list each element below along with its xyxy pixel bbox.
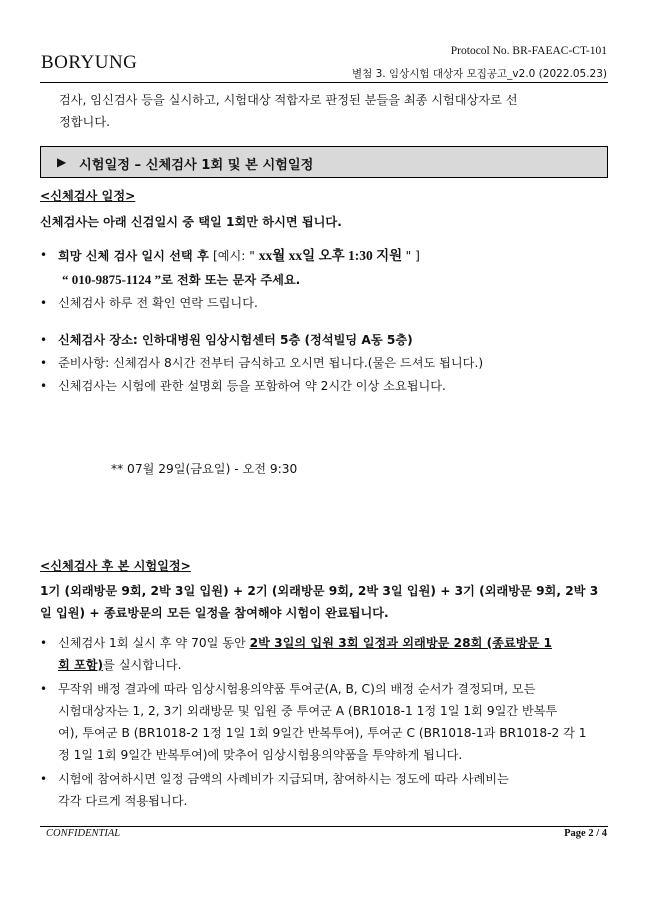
bullet-randomization-4: 정 1일 1회 9일간 반복투여)에 맞추어 임상시험용의약품을 투약하게 됩니다. [58,748,463,762]
bullet-preparation: 준비사항: 신체검사 8시간 전부터 금식하고 오시면 됩니다.(물은 드셔도 됩니다.) [58,356,484,370]
bullet-compensation-1: 시험에 참여하시면 일정 금액의 사례비가 지급되며, 참여하시는 정도에 따라 사례비는 [58,772,509,786]
header-divider [40,82,608,83]
main-schedule-lead-1: 1기 (외래방문 9회, 2박 3일 입원) + 2기 (외래방문 9회, 2박 3일 입원) + 3기 (외래방문 9회, 2박 3 [40,584,599,598]
bullet-phone-line: “ 010-9875-1124 ”로 전화 또는 문자 주세요. [62,272,301,287]
bullet-icon: • [40,772,48,786]
bullet-icon: • [40,356,48,370]
section-title: 시험일정 – 신체검사 1회 및 본 시험일정 [79,158,314,173]
bullet-compensation-2: 각각 다르게 적용됩니다. [58,794,188,808]
bullet-icon: • [40,379,48,393]
physical-exam-heading: <신체검사 일정> [40,189,136,203]
company-logo: BORYUNG [41,52,138,73]
exam-date-time: ** 07월 29일(금요일) - 오전 9:30 [111,462,298,476]
bullet-randomization-1: 무작위 배정 결과에 따라 임상시험용의약품 투여군(A, B, C)의 배정 순서가 결정되며, 모든 [58,682,536,696]
bullet-icon: • [40,682,48,696]
document-subtitle: 별첨 3. 임상시험 대상자 모집공고_v2.0 (2022.05.23) [351,68,607,80]
footer-divider [40,826,608,827]
bullet-randomization-2: 시험대상자는 1, 2, 3기 외래방문 및 입원 중 투여군 A (BR1018-1 1정 1일 1회 9일간 반복투 [58,704,558,718]
bullet-schedule-select: 희망 신체 검사 일시 선택 후 [예시: " xx월 xx일 오후 1:30 지원 " ] [58,248,420,263]
confidential-label: CONFIDENTIAL [46,828,121,839]
bullet-visit-summary-2: 회 포함)를 실시합니다. [58,658,182,672]
main-schedule-heading: <신체검사 후 본 시험일정> [40,559,191,573]
bullet-icon: • [40,333,48,347]
intro-line-1: 검사, 임신검사 등을 실시하고, 시험대상 적합자로 판정된 분들을 최종 시험대상자로 선 [59,93,518,107]
bullet-icon: • [40,296,48,310]
page-number: Page 2 / 4 [564,828,607,839]
physical-exam-lead: 신체검사는 아래 신검일시 중 택일 1회만 하시면 됩니다. [40,215,342,229]
bullet-exam-location: 신체검사 장소: 인하대병원 임상시험센터 5층 (정석빌딩 A동 5층) [58,333,413,347]
bullet-confirm-call: 신체검사 하루 전 확인 연락 드립니다. [58,296,258,310]
main-schedule-lead-2: 일 입원) + 종료방문의 모든 일정을 참여해야 시험이 완료됩니다. [40,606,389,620]
bullet-icon: • [40,248,48,262]
bullet-visit-summary-1: 신체검사 1회 실시 후 약 70일 동안 2박 3일의 입원 3회 일정과 외래방문 28회 (종료방문 1 [58,636,552,650]
intro-line-2: 정합니다. [59,115,110,129]
bullet-duration: 신체검사는 시험에 관한 설명회 등을 포함하여 약 2시간 이상 소요됩니다. [58,379,446,393]
section-banner [40,146,608,178]
protocol-number: Protocol No. BR-FAEAC-CT-101 [450,45,607,57]
bullet-icon: • [40,636,48,650]
triangle-right-icon: ▶ [57,155,67,169]
bullet-randomization-3: 여), 투여군 B (BR1018-2 1정 1일 1회 9일간 반복투여), 투여군 C (BR1018-1과 BR1018-2 각 1 [58,726,587,740]
